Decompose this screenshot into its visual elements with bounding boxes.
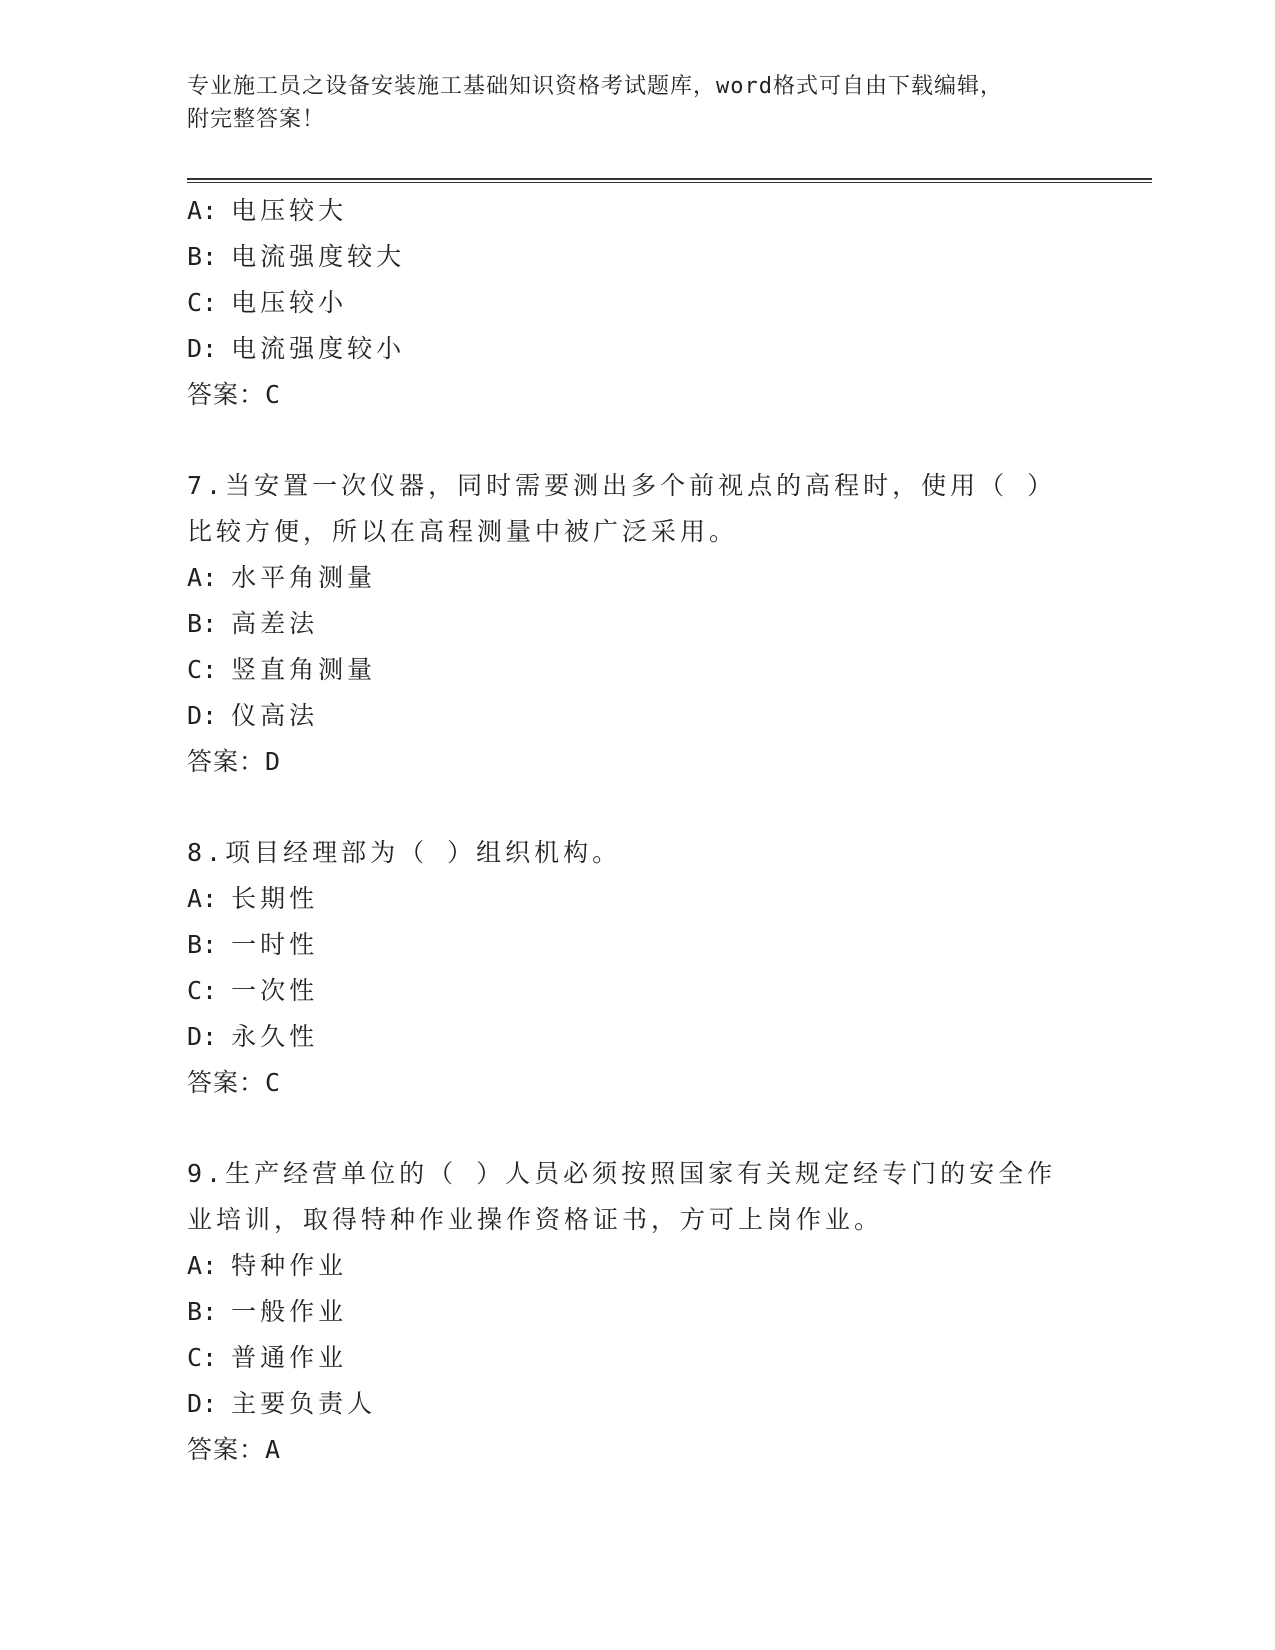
option-a: A: 水平角测量 (187, 563, 377, 592)
question-stem: 7.当安置一次仪器，同时需要测出多个前视点的高程时，使用（ ）比较方便，所以在高程测量中被广泛采用。 (187, 471, 1057, 546)
option-d: D: 电流强度较小 (187, 334, 406, 363)
option-d: D: 永久性 (187, 1022, 319, 1051)
option-c: C: 普通作业 (187, 1343, 348, 1372)
answer: 答案：A (187, 1435, 282, 1464)
option-d: D: 仪高法 (187, 701, 319, 730)
option-c: C: 竖直角测量 (187, 655, 377, 684)
option-b: B: 电流强度较大 (187, 242, 406, 271)
answer: 答案：C (187, 380, 282, 409)
header-line-1: 专业施工员之设备安装施工基础知识资格考试题库，word格式可自由下载编辑， (187, 74, 1003, 99)
question-8 (187, 830, 1087, 1106)
option-c: C: 一次性 (187, 976, 319, 1005)
question-list (187, 188, 1087, 1473)
question-stem: 9.生产经营单位的（ ）人员必须按照国家有关规定经专门的安全作业培训，取得特种作业操作资格证书，方可上岗作业。 (187, 1159, 1057, 1234)
answer: 答案：C (187, 1068, 282, 1097)
question-stem: 8.项目经理部为（ ）组织机构。 (187, 838, 622, 867)
option-a: A: 电压较大 (187, 196, 348, 225)
option-a: A: 特种作业 (187, 1251, 348, 1280)
option-a: A: 长期性 (187, 884, 319, 913)
header-divider-thick (187, 178, 1152, 180)
header-line-2: 附完整答案！ (187, 107, 326, 132)
question-7 (187, 463, 1087, 785)
option-b: B: 一般作业 (187, 1297, 348, 1326)
option-c: C: 电压较小 (187, 288, 348, 317)
option-d: D: 主要负责人 (187, 1389, 377, 1418)
document-header (187, 70, 1087, 136)
question-9 (187, 1151, 1087, 1473)
header-divider-thin (187, 182, 1152, 183)
question-6-tail (187, 188, 1087, 418)
answer: 答案：D (187, 747, 282, 776)
option-b: B: 一时性 (187, 930, 319, 959)
option-b: B: 高差法 (187, 609, 319, 638)
